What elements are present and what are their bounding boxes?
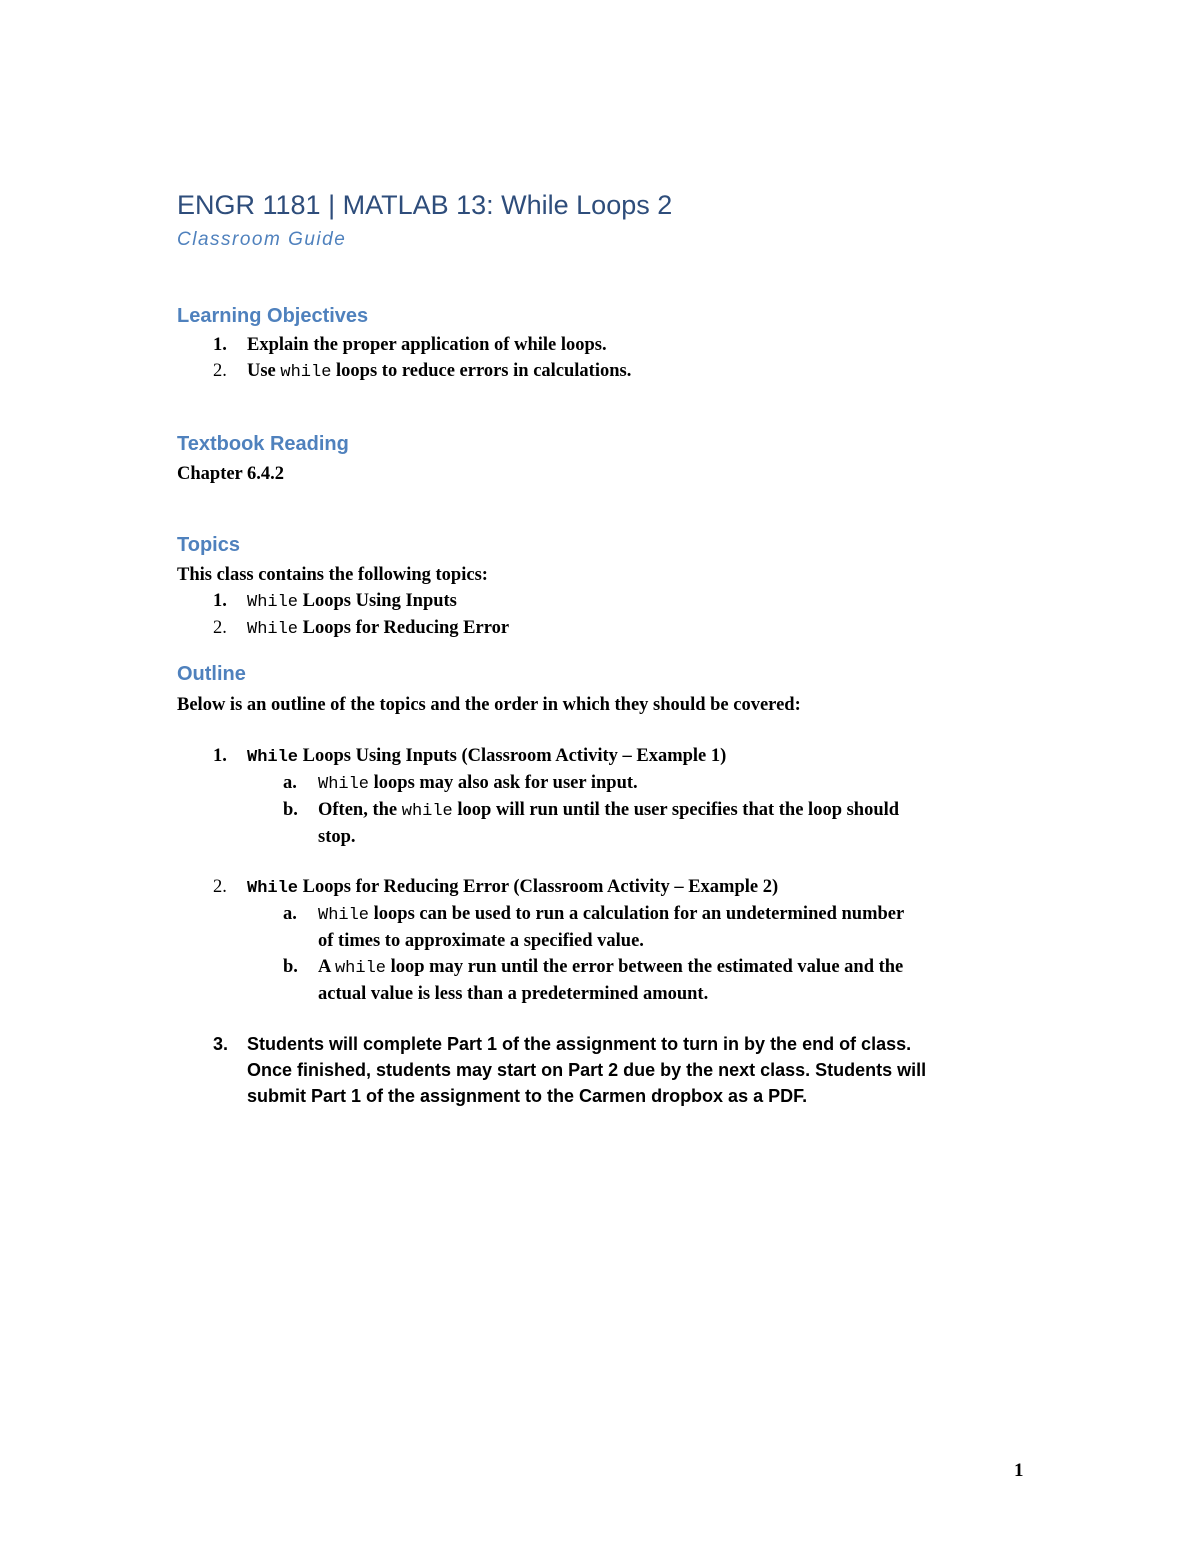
outline-number: 2.	[213, 877, 227, 897]
outline-intro: Below is an outline of the topics and the order in which they should be covered:	[177, 695, 801, 715]
code-keyword: While	[247, 593, 299, 612]
objective-number: 1.	[213, 335, 227, 355]
code-keyword: While	[247, 620, 299, 639]
topic-number: 1.	[213, 591, 227, 611]
outline-subitem: While loops may also ask for user input.	[318, 773, 638, 794]
outline-item: While Loops Using Inputs (Classroom Activity – Example 1)	[247, 746, 727, 767]
topic-number: 2.	[213, 618, 227, 638]
outline-subitem-continuation: stop.	[318, 827, 356, 847]
page-number: 1	[1014, 1460, 1024, 1481]
outline-number: 3.	[213, 1034, 229, 1054]
outline-heading: Outline	[177, 663, 246, 685]
code-keyword: while	[401, 802, 453, 821]
objective-text: Use while loops to reduce errors in calculations.	[247, 361, 632, 382]
outline-subitem-continuation: actual value is less than a predetermined amount.	[318, 984, 709, 1004]
outline-subitem-letter: b.	[283, 800, 298, 820]
outline-subitem: While loops can be used to run a calculation for an undetermined number	[318, 904, 905, 925]
learning-objectives-heading: Learning Objectives	[177, 305, 369, 327]
code-keyword: While	[318, 906, 370, 925]
outline-item: While Loops for Reducing Error (Classroom Activity – Example 2)	[247, 877, 779, 898]
code-keyword: While	[318, 775, 370, 794]
outline-item-line: Once finished, students may start on Part 2 due by the next class. Students will	[247, 1060, 927, 1080]
textbook-reading-heading: Textbook Reading	[177, 433, 349, 455]
topic-item: While Loops for Reducing Error	[247, 618, 510, 639]
objective-text: Explain the proper application of while loops.	[247, 335, 607, 355]
code-keyword: while	[280, 363, 332, 382]
topics-heading: Topics	[177, 534, 240, 556]
outline-subitem-continuation: of times to approximate a specified value.	[318, 931, 644, 951]
page-title: ENGR 1181 | MATLAB 13: While Loops 2	[177, 190, 673, 220]
outline-subitem-letter: a.	[283, 904, 297, 924]
outline-subitem: A while loop may run until the error between the estimated value and the	[318, 957, 904, 978]
outline-subitem-letter: b.	[283, 957, 298, 977]
code-keyword: while	[334, 959, 386, 978]
code-keyword: While	[247, 879, 299, 898]
outline-number: 1.	[213, 746, 227, 766]
outline-item-line: Students will complete Part 1 of the assignment to turn in by the end of class.	[247, 1034, 912, 1054]
topics-intro: This class contains the following topics:	[177, 565, 488, 585]
page-subtitle: Classroom Guide	[177, 229, 347, 250]
objective-number: 2.	[213, 361, 227, 381]
textbook-chapter: Chapter 6.4.2	[177, 464, 285, 484]
outline-subitem-letter: a.	[283, 773, 297, 793]
topic-item: While Loops Using Inputs	[247, 591, 457, 612]
outline-item-line: submit Part 1 of the assignment to the Carmen dropbox as a PDF.	[247, 1086, 808, 1106]
code-keyword: While	[247, 748, 299, 767]
outline-subitem: Often, the while loop will run until the user specifies that the loop should	[318, 800, 900, 821]
